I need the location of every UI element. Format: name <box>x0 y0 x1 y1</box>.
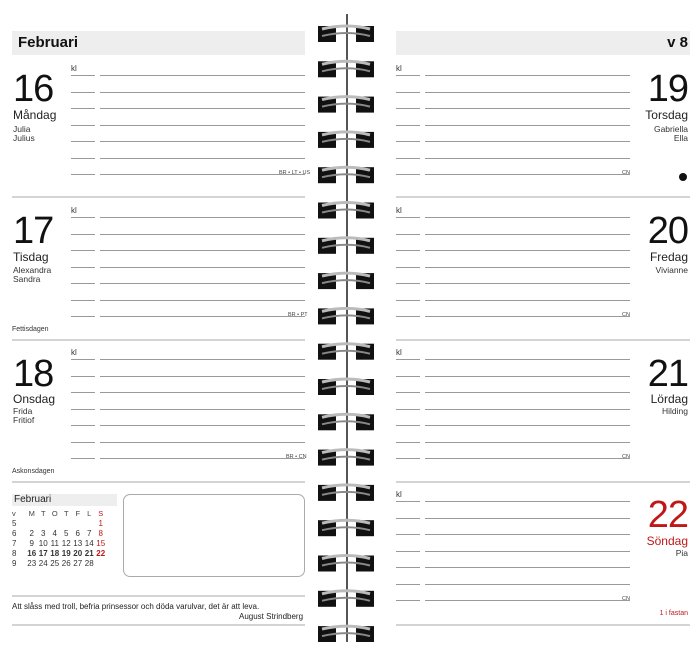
writing-rule[interactable] <box>425 518 630 519</box>
writing-rule[interactable] <box>425 267 630 268</box>
time-rule <box>396 425 420 426</box>
calendar-day-cell: 28 <box>84 558 94 568</box>
writing-rule[interactable] <box>425 584 630 585</box>
flag-day-code: CN <box>622 312 630 318</box>
calendar-day-cell: 7 <box>87 528 92 538</box>
date-number: 22 <box>647 494 688 536</box>
calendar-header-cell: T <box>40 508 46 518</box>
time-rule <box>71 92 95 93</box>
writing-rule[interactable] <box>425 551 630 552</box>
time-rule <box>71 125 95 126</box>
calendar-week-row <box>12 518 107 528</box>
time-rule <box>71 267 95 268</box>
calendar-week-number: 8 <box>12 548 17 558</box>
weekday-name: Onsdag <box>13 392 56 406</box>
time-rule <box>71 158 95 159</box>
writing-rule[interactable] <box>425 567 630 568</box>
writing-rule[interactable] <box>425 174 630 175</box>
time-rule <box>71 425 95 426</box>
mini-calendar-grid <box>12 508 107 568</box>
calendar-day-cell: 6 <box>75 528 80 538</box>
time-rule <box>71 442 95 443</box>
calendar-week-row <box>12 558 107 568</box>
time-rule <box>396 442 420 443</box>
calendar-week-row <box>12 548 107 558</box>
writing-rule[interactable] <box>100 108 305 109</box>
calendar-day-cell: 14 <box>84 538 94 548</box>
time-rule <box>396 108 420 109</box>
holiday-label: Fettisdagen <box>12 326 49 333</box>
calendar-day-cell: 2 <box>29 528 34 538</box>
weekday-name: Söndag <box>646 534 688 548</box>
date-number: 17 <box>13 210 54 252</box>
bullet-dot <box>679 173 687 181</box>
writing-rule[interactable] <box>425 409 630 410</box>
writing-rule[interactable] <box>425 376 630 377</box>
writing-rule[interactable] <box>425 600 630 601</box>
date-number: 20 <box>647 210 688 252</box>
name-day: Alexandra <box>13 265 52 275</box>
time-rule <box>396 125 420 126</box>
calendar-day-cell: 26 <box>61 558 71 568</box>
calendar-day-cell: 5 <box>64 528 69 538</box>
calendar-day-cell: 22 <box>96 548 106 558</box>
writing-rule[interactable] <box>100 75 305 76</box>
notes-box[interactable] <box>123 494 305 577</box>
mini-calendar <box>12 494 117 568</box>
time-label: kl <box>71 348 77 357</box>
writing-rule[interactable] <box>425 359 630 360</box>
name-day: Hilding <box>662 406 688 416</box>
day-separator <box>12 339 305 341</box>
name-day: Fritiof <box>13 415 35 425</box>
time-rule <box>71 174 95 175</box>
date-number: 21 <box>647 353 688 395</box>
holiday-label: Askonsdagen <box>12 468 55 475</box>
calendar-day-cell: 23 <box>27 558 37 568</box>
page-bottom-separator <box>12 624 305 626</box>
calendar-week-number: 5 <box>12 518 17 528</box>
time-rule <box>71 359 95 360</box>
name-day: Pia <box>675 548 688 558</box>
calendar-day-cell: 15 <box>96 538 106 548</box>
calendar-day-cell: 8 <box>98 528 103 538</box>
writing-rule[interactable] <box>425 92 630 93</box>
writing-rule[interactable] <box>425 458 630 459</box>
calendar-day-cell <box>49 518 61 528</box>
writing-rule[interactable] <box>100 300 305 301</box>
time-label: kl <box>396 206 402 215</box>
page-bottom-separator <box>396 624 690 626</box>
flag-day-code: CN <box>622 454 630 460</box>
day-separator <box>396 339 690 341</box>
time-rule <box>71 75 95 76</box>
writing-rule[interactable] <box>100 316 305 317</box>
time-rule <box>71 300 95 301</box>
weekday-name: Tisdag <box>13 250 49 264</box>
time-rule <box>71 108 95 109</box>
time-rule <box>71 316 95 317</box>
calendar-header-cell: L <box>87 508 92 518</box>
day-separator <box>12 196 305 198</box>
calendar-day-cell: 19 <box>61 548 71 558</box>
writing-rule[interactable] <box>425 75 630 76</box>
calendar-header-cell: S <box>98 508 104 518</box>
time-rule <box>396 234 420 235</box>
writing-rule[interactable] <box>425 125 630 126</box>
time-rule <box>71 250 95 251</box>
flag-day-code: CN <box>622 170 630 176</box>
writing-rule[interactable] <box>100 92 305 93</box>
calendar-day-cell: 13 <box>73 538 83 548</box>
writing-rule[interactable] <box>100 458 305 459</box>
time-rule <box>396 92 420 93</box>
time-rule <box>396 316 420 317</box>
time-rule <box>396 534 420 535</box>
writing-rule[interactable] <box>425 316 630 317</box>
time-rule <box>396 600 420 601</box>
writing-rule[interactable] <box>425 141 630 142</box>
name-day: Sandra <box>13 274 41 284</box>
time-rule <box>396 359 420 360</box>
writing-rule[interactable] <box>100 442 305 443</box>
calendar-day-cell <box>84 518 96 528</box>
calendar-day-cell: 18 <box>50 548 60 558</box>
writing-rule[interactable] <box>425 108 630 109</box>
calendar-day-cell <box>26 518 38 528</box>
writing-rule[interactable] <box>425 234 630 235</box>
writing-rule[interactable] <box>425 425 630 426</box>
time-rule <box>396 250 420 251</box>
name-day: Frida <box>13 406 33 416</box>
time-rule <box>396 283 420 284</box>
writing-rule[interactable] <box>100 158 305 159</box>
time-label: kl <box>396 64 402 73</box>
weekday-name: Lördag <box>650 392 688 406</box>
flag-day-code: BR • PT <box>288 312 308 318</box>
calendar-day-cell: 4 <box>52 528 57 538</box>
writing-rule[interactable] <box>100 250 305 251</box>
calendar-day-cell: 3 <box>41 528 46 538</box>
time-rule <box>396 409 420 410</box>
calendar-header-cell: O <box>51 508 58 518</box>
time-rule <box>396 458 420 459</box>
time-rule <box>396 551 420 552</box>
calendar-day-cell <box>38 518 50 528</box>
name-day: Gabriella <box>653 124 688 134</box>
calendar-week-number: 9 <box>12 558 17 568</box>
weekday-name: Måndag <box>13 108 57 122</box>
writing-rule[interactable] <box>100 283 305 284</box>
writing-rule[interactable] <box>100 217 305 218</box>
writing-rule[interactable] <box>425 217 630 218</box>
writing-rule[interactable] <box>100 359 305 360</box>
day-separator <box>396 196 690 198</box>
time-rule <box>396 267 420 268</box>
mini-calendar-title: Februari <box>12 494 117 506</box>
calendar-day-cell <box>95 558 107 568</box>
time-rule <box>71 458 95 459</box>
calendar-day-cell: 27 <box>73 558 83 568</box>
spiral-binding <box>312 14 382 642</box>
writing-rule[interactable] <box>100 141 305 142</box>
name-day: Julius <box>13 133 35 143</box>
quote-author: August Strindberg <box>239 612 304 621</box>
calendar-day-cell: 9 <box>29 538 34 548</box>
time-label: kl <box>396 348 402 357</box>
right-header-bar <box>396 31 690 55</box>
time-rule <box>71 217 95 218</box>
calendar-week-row <box>12 538 107 548</box>
time-rule <box>71 376 95 377</box>
writing-rule[interactable] <box>100 425 305 426</box>
time-rule <box>396 141 420 142</box>
writing-rule[interactable] <box>100 174 305 175</box>
flag-day-code: CN <box>622 596 630 602</box>
name-day: Ella <box>673 133 688 143</box>
calendar-week-row <box>12 528 107 538</box>
weekday-name: Torsdag <box>645 108 688 122</box>
time-rule <box>396 501 420 502</box>
time-rule <box>396 567 420 568</box>
time-rule <box>396 217 420 218</box>
calendar-header-cell: F <box>75 508 81 518</box>
time-rule <box>71 283 95 284</box>
date-number: 16 <box>13 68 54 110</box>
page-bottom-separator <box>12 595 305 597</box>
writing-rule[interactable] <box>425 250 630 251</box>
time-rule <box>396 75 420 76</box>
time-rule <box>396 392 420 393</box>
writing-rule[interactable] <box>425 158 630 159</box>
writing-rule[interactable] <box>100 409 305 410</box>
calendar-header-cell: T <box>63 508 69 518</box>
calendar-day-cell: 10 <box>38 538 48 548</box>
writing-rule[interactable] <box>100 392 305 393</box>
writing-rule[interactable] <box>425 501 630 502</box>
date-number: 19 <box>647 68 688 110</box>
calendar-day-cell: 1 <box>98 518 103 528</box>
calendar-day-cell: 21 <box>84 548 94 558</box>
time-rule <box>396 174 420 175</box>
month-title: Februari <box>18 34 79 51</box>
time-rule <box>71 141 95 142</box>
calendar-day-cell: 16 <box>27 548 37 558</box>
time-label: kl <box>71 206 77 215</box>
writing-rule[interactable] <box>425 300 630 301</box>
flag-day-code: BR • CN <box>286 454 307 460</box>
time-rule <box>396 518 420 519</box>
calendar-day-cell: 24 <box>38 558 48 568</box>
time-label: kl <box>71 64 77 73</box>
week-label: v 8 <box>667 34 688 51</box>
time-rule <box>396 300 420 301</box>
writing-rule[interactable] <box>100 234 305 235</box>
time-rule <box>396 584 420 585</box>
time-rule <box>396 158 420 159</box>
day-separator <box>396 481 690 483</box>
quote-text: Att slåss med troll, befria prinsessor och döda varulvar, det är att leva. <box>12 602 260 611</box>
writing-rule[interactable] <box>425 442 630 443</box>
name-day: Julia <box>13 124 31 134</box>
writing-rule[interactable] <box>100 125 305 126</box>
calendar-day-cell: 17 <box>38 548 48 558</box>
name-day: Vivianne <box>655 265 688 275</box>
date-number: 18 <box>13 353 54 395</box>
writing-rule[interactable] <box>425 534 630 535</box>
calendar-header-cell: M <box>28 508 35 518</box>
time-label: kl <box>396 490 402 499</box>
writing-rule[interactable] <box>425 283 630 284</box>
calendar-header-cell: v <box>12 508 16 518</box>
flag-day-code: BR • LT • US <box>279 170 311 176</box>
calendar-day-cell: 25 <box>50 558 60 568</box>
writing-rule[interactable] <box>425 392 630 393</box>
time-rule <box>71 234 95 235</box>
calendar-day-cell: 20 <box>73 548 83 558</box>
calendar-week-number: 7 <box>12 538 17 548</box>
holiday-label: 1 i fastan <box>659 610 688 617</box>
calendar-day-cell: 12 <box>61 538 71 548</box>
time-rule <box>71 409 95 410</box>
day-separator <box>12 481 305 483</box>
writing-rule[interactable] <box>100 267 305 268</box>
time-rule <box>396 376 420 377</box>
calendar-day-cell <box>72 518 84 528</box>
writing-rule[interactable] <box>100 376 305 377</box>
time-rule <box>71 392 95 393</box>
calendar-day-cell: 11 <box>50 538 59 548</box>
weekday-name: Fredag <box>649 250 688 264</box>
calendar-week-number: 6 <box>12 528 17 538</box>
calendar-day-cell <box>61 518 73 528</box>
